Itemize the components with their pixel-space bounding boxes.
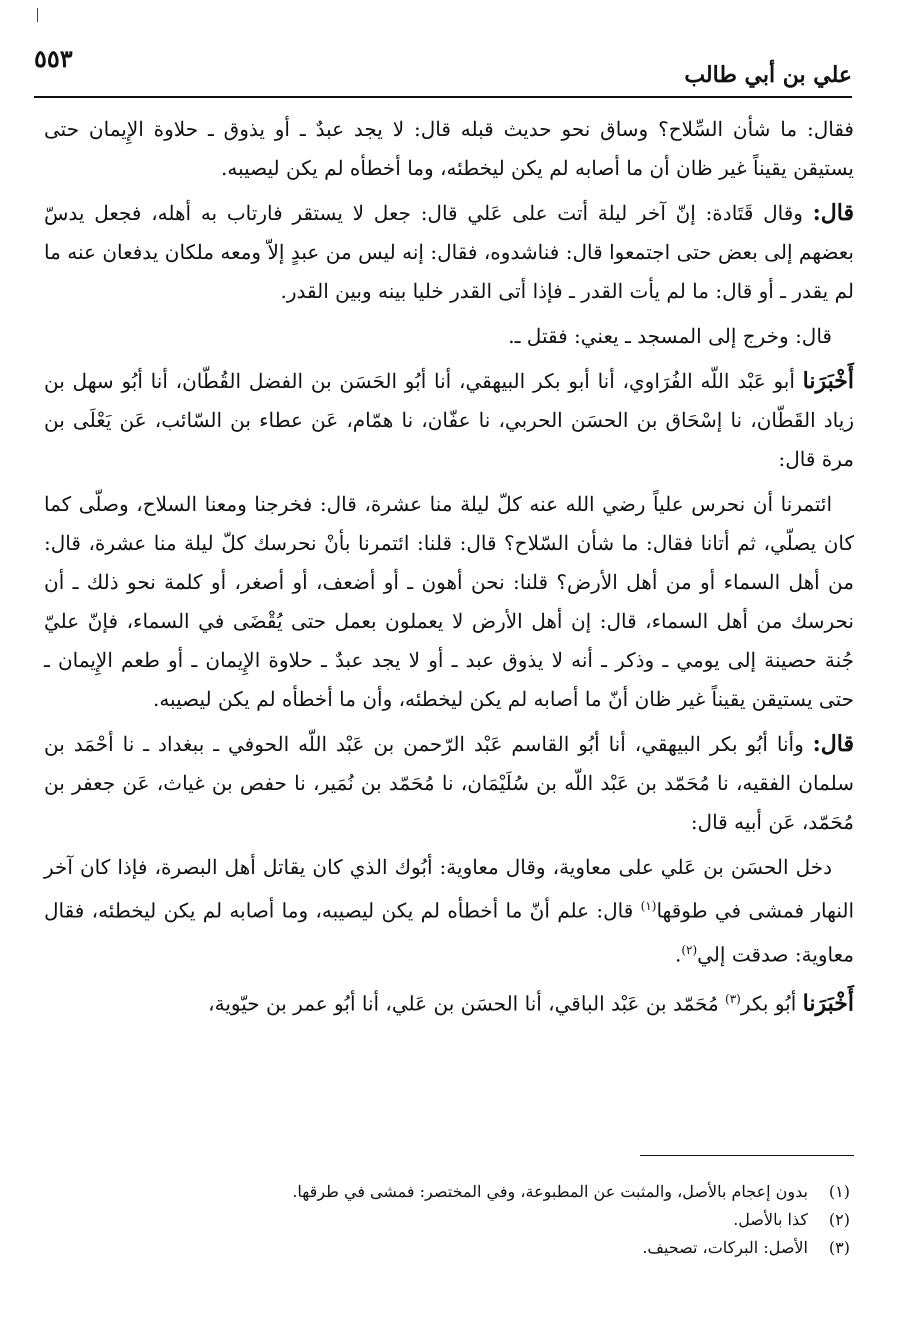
footnote-marker[interactable]: (١) [640,899,657,913]
footnote-number: (٢) [828,1210,850,1229]
paragraph [44,980,854,1024]
paragraph-text: قال: وخرج إلى المسجد ـ يعني: فقتل ـ. [508,324,832,348]
paragraph [44,362,854,479]
footnote [240,1234,850,1262]
page-header [34,40,852,98]
paragraph-text: فقال: ما شأن السِّلاح؟ وساق نحو حديث قبله قال: لا يجد عبدٌ ـ أو يذوق ـ حلاوة الإِيمان حتى يستيقن يقيناً غير ظان أن ما أصابه لم يكن ليخطئه، وما أخطأه لم يكن ليصيبه. [44,117,854,180]
paragraph [44,110,854,188]
running-title: علي بن أبي طالب [684,62,852,88]
paragraph-lead: أَخْبَرَنا [802,368,854,394]
footnote-number: (٣) [828,1238,850,1257]
page-number: ٥٥٣ [34,44,73,73]
paragraph-text: وأنا أبُو بكر البيهقي، أنا أبُو القاسم عَبْد الرّحمن بن عَبْد اللّه الحوفي ـ ببغداد ـ نا أحْمَد بن سلمان الفقيه، نا مُحَمّد بن عَبْد اللّه بن سُلَيْمَان، نا مُحَمّد بن نُمَير، نا حفص بن غياث، عَن جعفر بن مُحَمّد، عَن أبيه قال: [44,732,854,834]
paragraph-text: دخل الحسَن بن عَلي على معاوية، وقال معاوية: أبُوك الذي كان يقاتل أهل البصرة، فإذا كان آخر النهار فمشى في طوقها [44,855,855,923]
paragraph-lead: قال: [812,731,854,757]
paragraph [44,848,854,974]
footnotes [240,1178,850,1262]
paragraph [44,485,854,719]
footnote-number: (١) [828,1182,850,1201]
paragraph [44,725,854,842]
corner-mark [37,8,38,22]
paragraph-lead: أَخْبَرَنا [802,990,854,1017]
footnote [240,1178,850,1206]
paragraph-text: قال: علم أنّ ما أخطأه لم يكن ليصيبه، وما أصابه لم يكن ليخطئه، فقال معاوية: صدقت إلي [44,898,854,967]
footnote-marker[interactable]: (٣) [725,992,741,1007]
footnote [240,1206,850,1234]
paragraph-text: أبُو بكر [740,991,803,1016]
paragraph-text: . [674,942,682,967]
footnote-text: كذا بالأصل. [733,1210,808,1229]
footnote-marker[interactable]: (٢) [681,942,698,957]
header-rule [34,96,852,98]
paragraph-text: أبو عَبْد اللّه الفُرَاوي، أنا أبو بكر البيهقي، أنا أبُو الحَسَن بن الفضل القُطّان، أنا أبُو سهل بن زياد القَطّان، نا إسْحَاق بن الحسَن الحربي، نا عفّان، نا همّام، عَن عطاء بن السّائب، عَن يَعْلَى بن مرة قال: [44,369,854,471]
footnote-rule [640,1155,854,1156]
paragraph [44,317,854,356]
footnote-text: الأصل: البركات، تصحيف. [642,1238,808,1257]
main-text [44,110,854,1030]
paragraph-text: وقال قَتَادة: إنّ آخر ليلة أتت على عَلي قال: جعل لا يستقر فارتاب به أهله، فجعل يدسّ بعضهم إلى بعض حتى اجتمعوا قال: فناشدوه، فقال: إنه ليس من عبدٍ إلاّ ومعه ملكان يدفعان عنه ما لم يقدر ـ أو قال: ما لم يأت القدر ـ فإذا أتى القدر خليا بينه وبين القدر. [44,201,854,303]
paragraph-text: مُحَمّد بن عَبْد الباقي، أنا الحسَن بن عَلي، أنا أبُو عمر بن حيّوية، [208,991,726,1016]
paragraph [44,194,854,311]
footnote-text: بدون إعجام بالأصل، والمثبت عن المطبوعة، وفي المختصر: فمشى في طرقها. [292,1182,808,1201]
paragraph-lead: قال: [812,200,854,226]
paragraph-text: ائتمرنا أن نحرس علياً رضي الله عنه كلّ ليلة منا عشرة، قال: فخرجنا ومعنا السلاح، وصلّى كما كان يصلّي، ثم أتانا فقال: ما شأن السّلاح؟ قال: قلنا: ائتمرنا بأنْ نحرسك كلّ ليلة منا عشرة، قال: من أهل السماء أو من أهل الأرض؟ قلنا: نحن أهون ـ أو أضعف، أو أصغر، أو كلمة نحو ذلك ـ أن نحرسك من أهل السماء، قال: إن أهل الأرض لا يعملون بعمل حتى يُقْضَى في السماء، فإنّ عليّ جُنة حصينة إلى يومي ـ وذكر ـ أنه لا يذوق عبد ـ أو لا يجد عبدٌ ـ حلاوة الإِيمان ـ أو طعم الإِيمان ـ حتى يستيقن يقيناً غير ظان أنّ ما أصابه لم يكن ليخطئه، وأن ما أخطأه لم يكن ليصيبه. [44,492,854,711]
